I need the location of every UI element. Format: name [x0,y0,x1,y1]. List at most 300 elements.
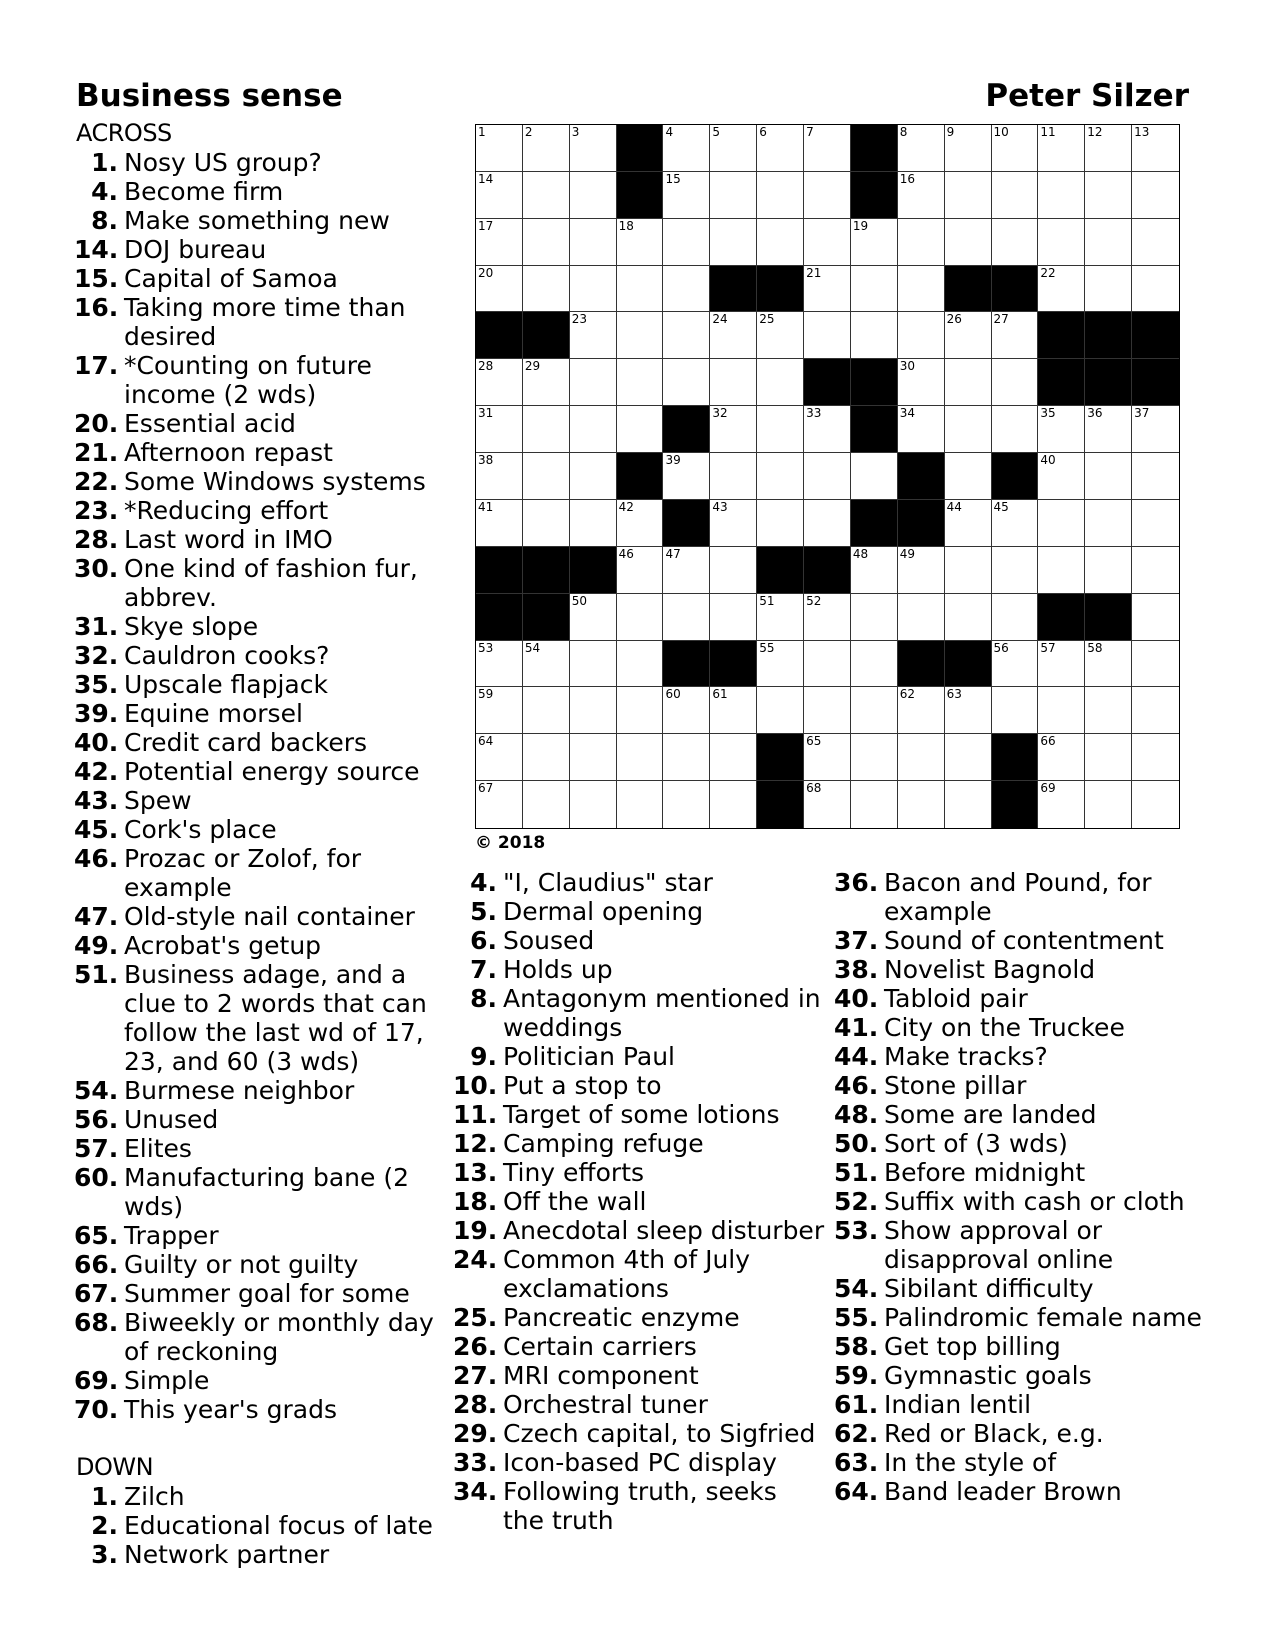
grid-cell[interactable] [851,266,898,313]
grid-cell[interactable] [757,125,804,172]
grid-cell[interactable] [476,359,523,406]
grid-cell[interactable] [1085,734,1132,781]
crossword-grid [475,124,1180,829]
grid-cell[interactable] [898,359,945,406]
clue-number: 24. [453,1245,498,1274]
clue-item [836,926,1206,955]
clue-text: Antagonym mentioned in weddings [503,984,821,1042]
grid-cell[interactable] [663,125,710,172]
grid-cell[interactable] [570,406,617,453]
grid-cell[interactable] [898,594,945,641]
grid-cell[interactable] [1085,125,1132,172]
grid-cell[interactable] [570,125,617,172]
clue-item [836,1303,1206,1332]
grid-cell[interactable] [523,500,570,547]
clue-text: Red or Black, e.g. [884,1419,1104,1448]
grid-cell[interactable] [757,500,804,547]
grid-cell[interactable] [710,312,757,359]
cell-number: 69 [1040,781,1056,796]
grid-cell[interactable] [523,359,570,406]
black-square [757,266,804,313]
grid-cell[interactable] [710,687,757,734]
black-square [476,312,523,359]
clue-text: Afternoon repast [124,438,333,467]
grid-cell[interactable] [1085,219,1132,266]
clue-number: 1. [91,148,118,177]
grid-cell[interactable] [523,266,570,313]
cell-number: 55 [759,640,775,655]
clue-number: 57. [74,1134,119,1163]
grid-cell[interactable] [570,219,617,266]
grid-cell[interactable] [992,172,1039,219]
grid-cell[interactable] [757,172,804,219]
grid-cell[interactable] [476,734,523,781]
clue-number: 13. [453,1158,498,1187]
clue-number: 19. [453,1216,498,1245]
grid-cell[interactable] [523,453,570,500]
grid-cell[interactable] [945,547,992,594]
grid-cell[interactable] [570,641,617,688]
grid-cell[interactable] [851,687,898,734]
grid-cell[interactable] [757,219,804,266]
grid-cell[interactable] [1038,172,1085,219]
grid-cell[interactable] [898,312,945,359]
grid-cell[interactable] [523,125,570,172]
grid-cell[interactable] [1132,547,1179,594]
cell-number: 62 [899,687,916,702]
grid-cell[interactable] [1085,500,1132,547]
grid-cell[interactable] [476,687,523,734]
clue-number: 6. [470,926,497,955]
grid-cell[interactable] [945,594,992,641]
clue-number: 23. [74,496,119,525]
grid-cell[interactable] [945,125,992,172]
clue-number: 18. [453,1187,498,1216]
grid-cell[interactable] [804,781,851,828]
grid-cell[interactable] [851,594,898,641]
grid-cell[interactable] [617,641,664,688]
grid-cell[interactable] [1085,781,1132,828]
grid-cell[interactable] [898,734,945,781]
grid-cell[interactable] [710,453,757,500]
clue-text: Soused [503,926,595,955]
grid-cell[interactable] [898,406,945,453]
cell-number: 8 [899,125,908,139]
grid-cell[interactable] [992,547,1039,594]
clue-item [455,1187,825,1216]
grid-cell[interactable] [1038,641,1085,688]
grid-cell[interactable] [1038,125,1085,172]
grid-cell[interactable] [476,500,523,547]
clue-number: 52. [834,1187,879,1216]
grid-cell[interactable] [804,172,851,219]
grid-cell[interactable] [710,125,757,172]
black-square [476,594,523,641]
grid-cell[interactable] [1085,172,1132,219]
clue-text: Capital of Samoa [124,264,338,293]
grid-cell[interactable] [851,781,898,828]
cell-number: 21 [806,265,822,280]
clue-text: Last word in IMO [124,525,333,554]
grid-cell[interactable] [804,406,851,453]
grid-cell[interactable] [617,219,664,266]
clue-number: 46. [74,844,119,873]
grid-cell[interactable] [992,359,1039,406]
grid-cell[interactable] [804,312,851,359]
clue-number: 27. [453,1361,498,1390]
clue-item [836,1477,1206,1506]
clue-item [455,1216,825,1245]
grid-cell[interactable] [898,547,945,594]
clue-item [76,467,446,496]
grid-cell[interactable] [523,406,570,453]
grid-cell[interactable] [945,406,992,453]
grid-cell[interactable] [804,125,851,172]
clue-text: Tiny efforts [503,1158,645,1187]
grid-cell[interactable] [1132,453,1179,500]
clue-number: 4. [470,868,497,897]
grid-cell[interactable] [570,266,617,313]
grid-cell[interactable] [804,453,851,500]
clue-item [76,1395,446,1424]
clue-text: Gymnastic goals [884,1361,1092,1390]
clue-text: Pancreatic enzyme [503,1303,740,1332]
grid-cell[interactable] [992,641,1039,688]
clue-text: One kind of fashion fur, abbrev. [124,554,418,612]
grid-cell[interactable] [523,687,570,734]
grid-cell[interactable] [663,266,710,313]
cell-number: 63 [946,687,962,702]
grid-cell[interactable] [945,687,992,734]
grid-cell[interactable] [570,594,617,641]
grid-cell[interactable] [1038,547,1085,594]
cell-number: 43 [712,499,728,514]
grid-cell[interactable] [570,781,617,828]
grid-cell[interactable] [1085,266,1132,313]
cell-number: 52 [806,593,822,608]
clue-text: Stone pillar [884,1071,1027,1100]
grid-cell[interactable] [663,687,710,734]
grid-cell[interactable] [617,594,664,641]
clue-item [76,670,446,699]
grid-cell[interactable] [617,734,664,781]
black-square [757,781,804,828]
grid-cell[interactable] [663,312,710,359]
grid-cell[interactable] [1085,453,1132,500]
black-square [523,312,570,359]
grid-cell[interactable] [710,547,757,594]
clue-item [836,1013,1206,1042]
grid-cell[interactable] [710,359,757,406]
grid-cell[interactable] [757,359,804,406]
grid-cell[interactable] [945,500,992,547]
grid-cell[interactable] [570,500,617,547]
grid-cell[interactable] [804,500,851,547]
grid-cell[interactable] [992,500,1039,547]
clue-number: 53. [834,1216,879,1245]
clue-number: 2. [91,1511,118,1540]
black-square [804,359,851,406]
clue-number: 61. [834,1390,879,1419]
cell-number: 9 [946,125,955,139]
cell-number: 17 [478,218,494,233]
grid-cell[interactable] [663,781,710,828]
grid-cell[interactable] [523,172,570,219]
clue-item [836,1390,1206,1419]
cell-number: 65 [806,734,822,749]
grid-cell[interactable] [898,125,945,172]
grid-cell[interactable] [663,453,710,500]
clue-text: Burmese neighbor [124,1076,355,1105]
grid-cell[interactable] [1085,641,1132,688]
grid-cell[interactable] [617,406,664,453]
grid-cell[interactable] [1132,406,1179,453]
cell-number: 47 [665,546,681,561]
grid-cell[interactable] [570,453,617,500]
grid-cell[interactable] [851,312,898,359]
grid-cell[interactable] [851,219,898,266]
black-square [804,547,851,594]
grid-cell[interactable] [710,781,757,828]
cell-number: 3 [571,125,580,139]
grid-cell[interactable] [523,781,570,828]
black-square [476,547,523,594]
grid-cell[interactable] [617,359,664,406]
clue-item [455,868,825,897]
grid-cell[interactable] [804,594,851,641]
grid-cell[interactable] [1038,500,1085,547]
grid-cell[interactable] [945,781,992,828]
grid-cell[interactable] [476,125,523,172]
grid-cell[interactable] [617,500,664,547]
black-square [1085,359,1132,406]
grid-cell[interactable] [992,219,1039,266]
grid-cell[interactable] [570,734,617,781]
clue-number: 4. [91,177,118,206]
clue-number: 68. [74,1308,119,1337]
clue-item [836,1129,1206,1158]
grid-cell[interactable] [1132,687,1179,734]
grid-cell[interactable] [1038,453,1085,500]
grid-cell[interactable] [663,547,710,594]
grid-cell[interactable] [710,594,757,641]
grid-cell[interactable] [570,312,617,359]
grid-cell[interactable] [1038,406,1085,453]
clue-item [836,1448,1206,1477]
cell-number: 33 [806,406,822,421]
cell-number: 67 [478,781,494,796]
grid-cell[interactable] [1038,266,1085,313]
grid-cell[interactable] [898,781,945,828]
cell-number: 14 [478,171,494,186]
black-square [1038,312,1085,359]
cell-number: 66 [1040,734,1056,749]
clue-text: Spew [124,786,192,815]
grid-cell[interactable] [1085,406,1132,453]
clue-number: 49. [74,931,119,960]
black-square [523,547,570,594]
clue-item [76,815,446,844]
grid-cell[interactable] [663,172,710,219]
grid-cell[interactable] [757,641,804,688]
grid-cell[interactable] [523,734,570,781]
grid-cell[interactable] [617,687,664,734]
grid-cell[interactable] [1132,641,1179,688]
grid-cell[interactable] [757,312,804,359]
clue-text: Icon-based PC display [503,1448,777,1477]
clue-text: Some are landed [884,1100,1097,1129]
clue-item [76,960,446,1076]
grid-cell[interactable] [757,453,804,500]
black-square [523,594,570,641]
grid-cell[interactable] [851,641,898,688]
grid-cell[interactable] [1132,125,1179,172]
grid-cell[interactable] [945,453,992,500]
cell-number: 53 [478,640,494,655]
clue-number: 33. [453,1448,498,1477]
grid-cell[interactable] [757,687,804,734]
clue-text: Sort of (3 wds) [884,1129,1068,1158]
grid-cell[interactable] [1132,500,1179,547]
grid-cell[interactable] [804,219,851,266]
grid-cell[interactable] [663,734,710,781]
grid-cell[interactable] [617,312,664,359]
grid-cell[interactable] [757,594,804,641]
grid-cell[interactable] [804,641,851,688]
grid-cell[interactable] [617,547,664,594]
clue-text: Put a stop to [503,1071,662,1100]
clue-item [76,177,446,206]
grid-cell[interactable] [992,406,1039,453]
cell-number: 61 [712,687,728,702]
grid-cell[interactable] [663,219,710,266]
grid-cell[interactable] [663,359,710,406]
grid-cell[interactable] [1132,266,1179,313]
clue-number: 40. [834,984,879,1013]
grid-cell[interactable] [945,734,992,781]
grid-cell[interactable] [476,219,523,266]
grid-cell[interactable] [476,172,523,219]
grid-cell[interactable] [1085,687,1132,734]
grid-cell[interactable] [945,359,992,406]
grid-cell[interactable] [710,172,757,219]
grid-cell[interactable] [476,266,523,313]
clue-item [836,1274,1206,1303]
grid-cell[interactable] [804,687,851,734]
clue-item [76,148,446,177]
grid-cell[interactable] [945,172,992,219]
grid-cell[interactable] [710,219,757,266]
grid-cell[interactable] [945,312,992,359]
clue-text: Camping refuge [503,1129,704,1158]
grid-cell[interactable] [898,172,945,219]
clue-text: *Counting on future income (2 wds) [124,351,372,409]
clue-text: Become firm [124,177,284,206]
grid-cell[interactable] [476,641,523,688]
grid-cell[interactable] [992,312,1039,359]
grid-cell[interactable] [992,125,1039,172]
grid-cell[interactable] [804,266,851,313]
black-square [663,500,710,547]
grid-cell[interactable] [851,453,898,500]
grid-cell[interactable] [710,734,757,781]
grid-cell[interactable] [851,734,898,781]
clue-number: 3. [91,1540,118,1569]
grid-cell[interactable] [617,781,664,828]
grid-cell[interactable] [898,687,945,734]
grid-cell[interactable] [945,219,992,266]
clue-number: 11. [453,1100,498,1129]
clue-number: 66. [74,1250,119,1279]
clue-item [76,1308,446,1366]
grid-cell[interactable] [1132,172,1179,219]
grid-cell[interactable] [804,734,851,781]
clue-number: 8. [470,984,497,1013]
black-square [992,734,1039,781]
grid-cell[interactable] [617,266,664,313]
grid-cell[interactable] [523,219,570,266]
black-square [945,266,992,313]
grid-cell[interactable] [1038,781,1085,828]
clue-number: 32. [74,641,119,670]
grid-cell[interactable] [570,172,617,219]
grid-cell[interactable] [1038,734,1085,781]
clue-text: Get top billing [884,1332,1061,1361]
clue-number: 60. [74,1163,119,1192]
grid-cell[interactable] [1132,219,1179,266]
clue-item [76,1134,446,1163]
clue-number: 8. [91,206,118,235]
clue-text: DOJ bureau [124,235,267,264]
clue-number: 64. [834,1477,879,1506]
clue-number: 55. [834,1303,879,1332]
grid-cell[interactable] [1038,687,1085,734]
grid-cell[interactable] [1132,734,1179,781]
cell-number: 19 [852,218,869,233]
grid-cell[interactable] [1132,781,1179,828]
grid-cell[interactable] [757,406,804,453]
grid-cell[interactable] [851,547,898,594]
cell-number: 1 [478,125,486,139]
grid-cell[interactable] [663,594,710,641]
grid-cell[interactable] [1038,219,1085,266]
black-square [1038,594,1085,641]
grid-cell[interactable] [992,594,1039,641]
clue-text: Acrobat's getup [124,931,322,960]
grid-cell[interactable] [710,500,757,547]
grid-cell[interactable] [710,406,757,453]
clue-item [455,1390,825,1419]
grid-cell[interactable] [476,453,523,500]
cell-number: 39 [665,453,681,468]
grid-cell[interactable] [1132,594,1179,641]
clue-text: Educational focus of late [124,1511,433,1540]
grid-cell[interactable] [992,687,1039,734]
grid-cell[interactable] [898,266,945,313]
grid-cell[interactable] [1085,547,1132,594]
grid-cell[interactable] [476,406,523,453]
clue-item [76,1366,446,1395]
clue-item [455,1448,825,1477]
clue-number: 41. [834,1013,879,1042]
grid-cell[interactable] [570,359,617,406]
across-clue-list [76,148,446,1424]
grid-cell[interactable] [523,641,570,688]
grid-cell[interactable] [476,781,523,828]
grid-cell[interactable] [898,219,945,266]
clue-text: Make tracks? [884,1042,1048,1071]
grid-cell[interactable] [570,687,617,734]
